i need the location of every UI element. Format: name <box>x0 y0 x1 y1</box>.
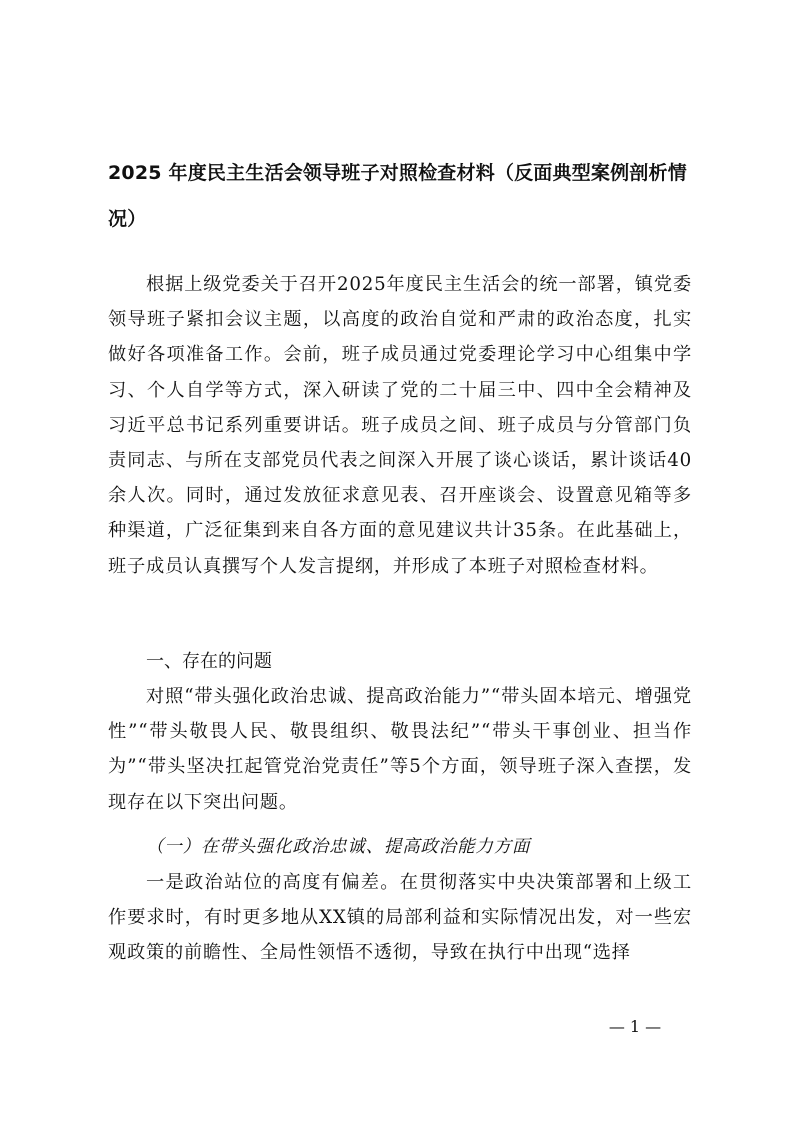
document-title: 2025 年度民主生活会领导班子对照检查材料（反面典型案例剖析情况） <box>108 162 687 230</box>
page-number: — 1 — <box>608 1017 662 1036</box>
section-intro-paragraph: 对照“带头强化政治忠诚、提高政治能力”“带头固本培元、增强党性”“带头敬畏人民、敬畏组织、敬畏法纪”“带头干事创业、担当作为”“带头坚决扛起管党治党责任”等5个方面，领导班子深入查摆，发现存在以下突出问题。 <box>108 686 692 813</box>
intro-paragraph: 根据上级党委关于召开2025年度民主生活会的统一部署，镇党委领导班子紧扣会议主题，以高度的政治自觉和严肃的政治态度，扎实做好各项准备工作。会前，班子成员通过党委理论学习中心组集中学习、个人自学等方式，深入研读了党的二十届三中、四中全会精神及习近平总书记系列重要讲话。班子成员之间、班子成员与分管部门负责同志、与所在支部党员代表之间深入开展了谈心谈话，累计谈话40余人次。同时，通过发放征求意见表、召开座谈会、设置意见箱等多种渠道，广泛征集到来自各方面的意见建议共计35条。在此基础上，班子成员认真撰写个人发言提纲，并形成了本班子对照检查材料。 <box>108 274 692 577</box>
subsection-heading: （一）在带头强化政治忠诚、提高政治能力方面 <box>146 837 531 857</box>
problem-paragraph: 一是政治站位的高度有偏差。在贯彻落实中央决策部署和上级工作要求时，有时更多地从XX镇的局部利益和实际情况出发，对一些宏观政策的前瞻性、全局性领悟不透彻，导致在执行中出现“选择 <box>108 872 692 964</box>
section-heading: 一、存在的问题 <box>146 651 272 672</box>
